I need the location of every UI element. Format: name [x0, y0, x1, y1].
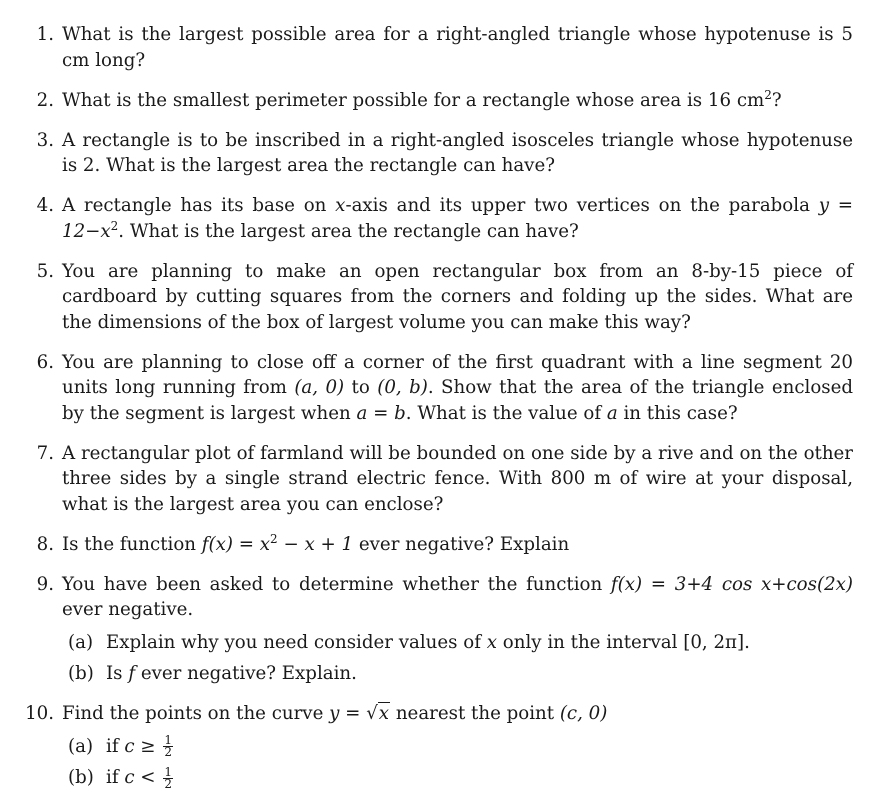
problem-text: . Show that the area of the triangle enclosed by the segment is largest when [62, 377, 854, 424]
problem-text: What is the smallest perimeter possible for a rectangle whose area is 16 cm [62, 89, 765, 111]
problem-text: . What is the value of [405, 402, 607, 424]
subpart-text-end: . [744, 631, 750, 653]
problem-number: 5. [36, 260, 54, 282]
problem-number: 2. [36, 89, 54, 111]
subpart-text: only in the interval [497, 631, 684, 653]
problem-number: 3. [36, 129, 54, 151]
problem-number: 1. [36, 24, 54, 45]
subpart-label: (a) [68, 735, 94, 757]
problem-7 [24, 441, 853, 518]
math-var: x [486, 631, 498, 653]
problem-number: 9. [36, 573, 54, 595]
problem-text: Is the function [62, 533, 202, 555]
subpart-text: Explain why you need consider values of [106, 631, 487, 653]
problem-9 [24, 572, 853, 687]
math-expression: y = [329, 703, 367, 724]
problem-text: in this case? [617, 402, 738, 424]
subpart-label: (b) [68, 663, 94, 684]
math-expression: y = 12−x [62, 195, 854, 242]
fraction [163, 735, 173, 758]
problem-text: to [344, 377, 378, 398]
problem-text-end: ever negative? Explain [353, 533, 570, 555]
superscript: 2 [764, 87, 772, 102]
superscript: 2 [270, 531, 278, 546]
subpart-text: Is [106, 663, 129, 684]
problem-number: 6. [36, 351, 54, 373]
superscript: 2 [110, 218, 119, 233]
problem-2 [24, 88, 853, 114]
math-var: x [335, 195, 346, 216]
problem-text-end: . What is the largest area the rectangle can have? [118, 220, 579, 242]
problem-text: What is the largest possible area for a right-angled triangle whose hypotenuse is 5 cm long? [62, 24, 853, 71]
subpart-text: ever negative? Explain. [135, 663, 357, 684]
sqrt-radicand: x [378, 703, 390, 724]
subpart-b [62, 765, 853, 791]
math-interval: [0, 2π] [683, 631, 745, 653]
problem-text: A rectangular plot of farmland will be bounded on one side by a rive and on the other three sides by a single strand electric fence. With 800 m of wire at your disposal, what is the largest area you can enclose? [62, 442, 853, 515]
math-expression: f(x) = x [201, 533, 271, 555]
problem-text: A rectangle has its base on [62, 195, 336, 216]
sqrt-symbol: √x [366, 703, 390, 724]
math-var: f [128, 663, 136, 684]
math-point-b: (0, b) [377, 377, 428, 398]
problem-number: 4. [36, 195, 54, 216]
problem-text-end: ? [771, 89, 782, 111]
subpart-label: (a) [68, 631, 94, 653]
fraction-denominator: 2 [164, 776, 172, 791]
subpart-a [62, 630, 853, 656]
subpart-text: if [106, 735, 125, 757]
math-point-a: (a, 0) [294, 377, 345, 398]
problem-text: A rectangle is to be inscribed in a right-angled isosceles triangle whose hypotenuse is 2. What is the largest area the rectangle can have? [62, 129, 853, 176]
problem-text: nearest the point [390, 703, 560, 724]
problem-text: Find the points on the curve [62, 703, 330, 724]
math-condition: c < [124, 767, 162, 788]
problem-3 [24, 128, 853, 179]
subpart-text: if [106, 767, 125, 788]
math-expression: − x + 1 [277, 533, 354, 555]
problem-text: You have been asked to determine whether the function [62, 573, 611, 595]
problem-1 [24, 22, 853, 73]
problem-number: 7. [36, 442, 54, 464]
math-var: a [606, 402, 618, 424]
problem-4 [24, 193, 853, 244]
subpart-b [62, 661, 853, 687]
fraction-denominator: 2 [164, 745, 172, 759]
fraction [163, 764, 173, 791]
problem-10 [24, 701, 853, 791]
problem-8 [24, 532, 853, 558]
problem-6 [24, 350, 853, 427]
fraction-numerator: 1 [164, 764, 172, 779]
problem-text: You are planning to make an open rectangular box from an 8-by-15 piece of cardboard by cutting squares from the corners and folding up the sides. What are the dimensions of the box of largest volume you can make this way? [62, 260, 853, 333]
subpart-a [62, 734, 853, 760]
math-expression: f(x) = 3+4 cos x+cos(2x) [610, 573, 853, 595]
problem-text: You are planning to close off a corner of the first quadrant with a line segment 20 units long running from [62, 351, 853, 398]
subpart-label: (b) [68, 767, 94, 788]
math-condition: c ≥ [124, 735, 162, 757]
problem-5 [24, 259, 853, 336]
fraction-numerator: 1 [164, 733, 172, 747]
problem-number: 10. [25, 703, 54, 724]
math-point: (c, 0) [559, 703, 608, 724]
math-equation: a = b [356, 402, 406, 424]
problem-text-end: ever negative. [62, 599, 194, 620]
problem-number: 8. [36, 533, 54, 555]
problem-text-mid: -axis and its upper two vertices on the parabola [345, 195, 819, 216]
